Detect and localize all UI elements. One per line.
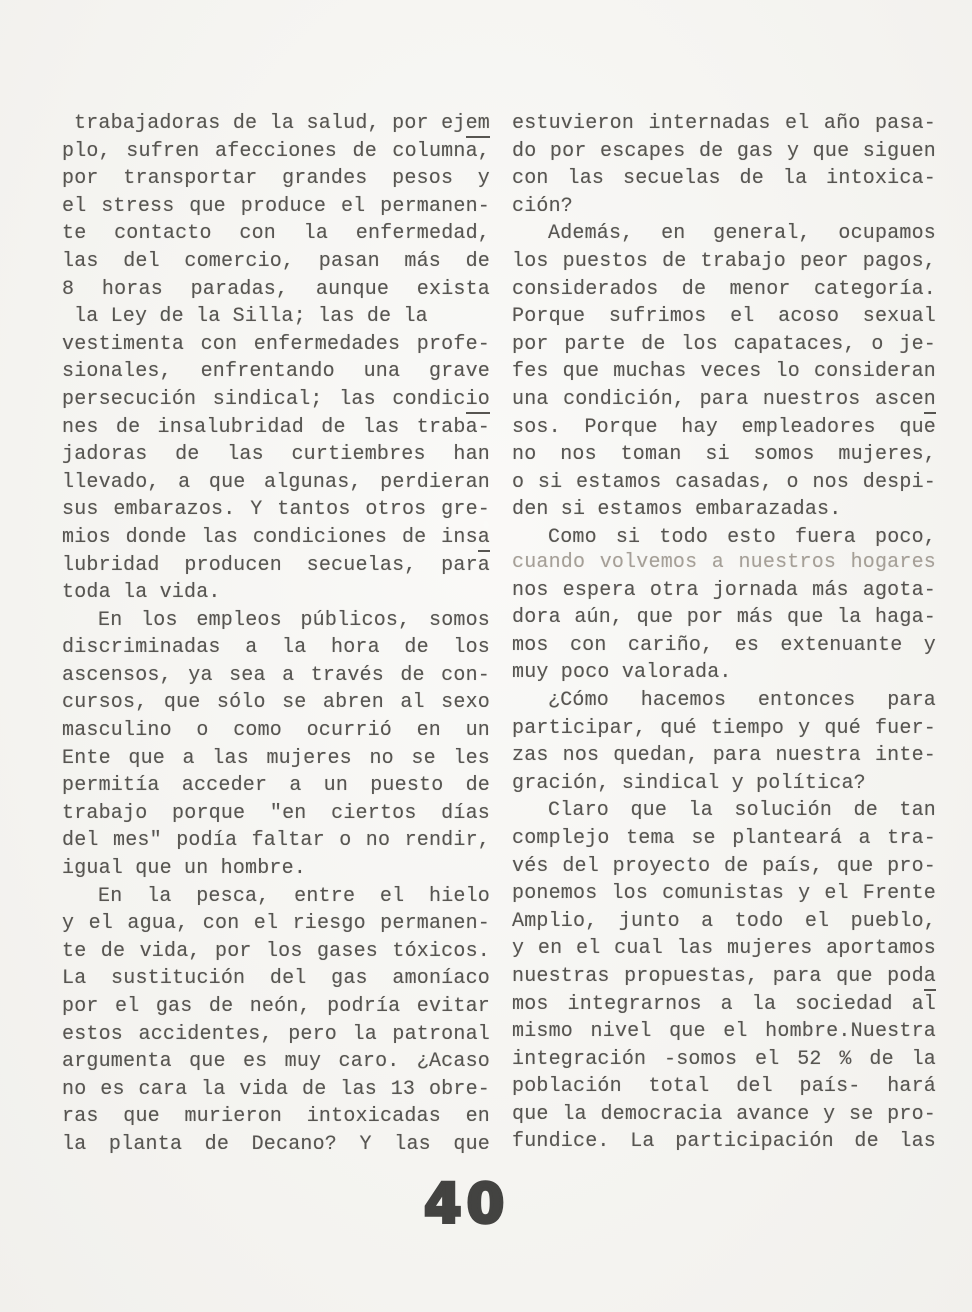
text-line: estuvieron internadas el año pasa- <box>512 112 936 135</box>
text-line: do por escapes de gas y que siguen <box>512 139 936 163</box>
text-line: no es cara la vida de las 13 obre- <box>62 1077 490 1101</box>
text-line: sionales, enfrentando una grave <box>62 360 490 384</box>
text-line: con las secuelas de la intoxica- <box>512 167 936 191</box>
text-line: complejo tema se planteará a tra- <box>512 826 936 850</box>
text-line: ponemos los comunistas y el Frente <box>512 882 936 906</box>
text-line: por el gas de neón, podría evitar <box>62 995 490 1018</box>
text-line: argumenta que es muy caro. ¿Acaso <box>62 1050 490 1074</box>
text-line: por parte de los capataces, o je- <box>512 332 936 356</box>
text-line: y en el cual las mujeres aportamos <box>512 937 936 961</box>
underlined-word-break: n <box>924 388 936 414</box>
text-line: En la pesca, entre el hielo <box>98 884 490 908</box>
text-line: por transportar grandes pesos y <box>62 167 490 191</box>
text-line: fundice. La participación de las <box>512 1130 936 1154</box>
text-line: den si estamos embarazadas. <box>512 498 842 522</box>
text-line: mios donde las condiciones de insa <box>62 524 490 552</box>
text-line: fes que muchas veces lo consideran <box>512 360 936 384</box>
text-line: lubridad producen secuelas, para <box>62 553 490 577</box>
text-line: del mes" podía faltar o no rendir, <box>62 829 490 853</box>
text-line: considerados de menor categoría. <box>512 277 936 301</box>
page-number: 40 <box>424 1172 510 1235</box>
text-line: no nos toman si somos mujeres, <box>512 443 936 467</box>
text-line: permitía acceder a un puesto de <box>62 774 490 798</box>
text-line: nos espera otra jornada más agota- <box>512 578 936 602</box>
text-line: que la democracia avance y se pro- <box>512 1102 936 1126</box>
text-line: el stress que produce el permanen- <box>62 194 490 218</box>
text-line: mismo nivel que el hombre.Nuestra <box>512 1020 936 1044</box>
text-line: los puestos de trabajo peor pagos, <box>512 249 936 273</box>
text-line: llevado, a que algunas, perdieran <box>62 470 490 494</box>
text-line: dora aún, que por más que la haga- <box>512 606 936 630</box>
text-line: trabajadoras de la salud, por ejem <box>62 110 490 138</box>
text-line: 8 horas paradas, aunque exista <box>62 277 490 301</box>
text-line: participar, qué tiempo y qué fuer- <box>512 716 936 740</box>
underlined-word-break: io <box>466 388 490 414</box>
text-line: Además, en general, ocupamos <box>548 222 936 246</box>
underlined-word-break: a <box>924 965 936 991</box>
left-column <box>62 110 490 1159</box>
text-line: nes de insalubridad de las traba- <box>62 415 490 439</box>
text-line: plo, sufren afecciones de columna, <box>62 139 490 163</box>
text-line: ras que murieron intoxicadas en <box>62 1105 490 1129</box>
text-line: masculino o como ocurrió en un <box>62 719 490 743</box>
text-line: mos con cariño, es extenuante y <box>512 633 936 657</box>
text-line: estos accidentes, pero la patronal <box>62 1022 490 1046</box>
text-line: te contacto con la enfermedad, <box>62 222 490 246</box>
text-line: sus embarazos. Y tantos otros gre- <box>62 498 490 522</box>
underlined-word-break: em <box>466 112 490 138</box>
right-column <box>512 110 936 1156</box>
text-line: Porque sufrimos el acoso sexual <box>512 305 936 329</box>
text-line: una condición, para nuestros ascen <box>512 386 936 414</box>
text-line: la Ley de la Silla; las de la <box>74 305 428 329</box>
text-line: Como si todo esto fuera poco, <box>548 525 936 549</box>
text-line: cuando volvemos a nuestros hogares <box>512 551 936 574</box>
text-line: trabajo porque "en ciertos días <box>62 801 490 825</box>
text-line: población total del país- hará <box>512 1075 936 1099</box>
text-line: discriminadas a la hora de los <box>62 636 490 660</box>
underlined-word-break: a <box>478 526 490 552</box>
text-line: la planta de Decano? Y las que <box>62 1132 490 1156</box>
text-line: zas nos quedan, para nuestra inte- <box>512 744 936 768</box>
text-line: las del comercio, pasan más de <box>62 249 490 273</box>
text-line: jadoras de las curtiembres han <box>62 443 490 467</box>
text-line: Amplio, junto a todo el pueblo, <box>512 909 936 933</box>
text-line: La sustitución del gas amoníaco <box>62 967 490 991</box>
text-line: persecución sindical; las condicio <box>62 386 490 414</box>
text-line: cursos, que sólo se abren al sexo <box>62 691 490 715</box>
text-line: Ente que a las mujeres no se les <box>62 746 490 770</box>
text-line: toda la vida. <box>62 581 221 605</box>
text-line: muy poco valorada. <box>512 661 732 685</box>
text-line: igual que un hombre. <box>62 857 307 881</box>
text-line: vestimenta con enfermedades profe- <box>62 332 490 356</box>
text-line: En los empleos públicos, somos <box>98 608 490 632</box>
text-line: nuestras propuestas, para que poda <box>512 963 936 991</box>
text-line: te de vida, por los gases tóxicos. <box>62 939 490 963</box>
text-line: integración -somos el 52 % de la <box>512 1047 936 1071</box>
text-line: mos integrarnos a la sociedad al <box>512 992 936 1016</box>
text-line: y el agua, con el riesgo permanen- <box>62 912 490 936</box>
text-line: sos. Porque hay empleadores que <box>512 415 936 439</box>
text-line: ¿Cómo hacemos entonces para <box>548 688 936 712</box>
text-line: o si estamos casadas, o nos despi- <box>512 470 936 494</box>
text-line: ascensos, ya sea a través de con- <box>62 663 490 687</box>
text-line: ción? <box>512 194 574 218</box>
text-line: gración, sindical y política? <box>512 771 866 795</box>
text-line: vés del proyecto de país, que pro- <box>512 854 936 878</box>
text-line: Claro que la solución de tan <box>548 799 936 823</box>
